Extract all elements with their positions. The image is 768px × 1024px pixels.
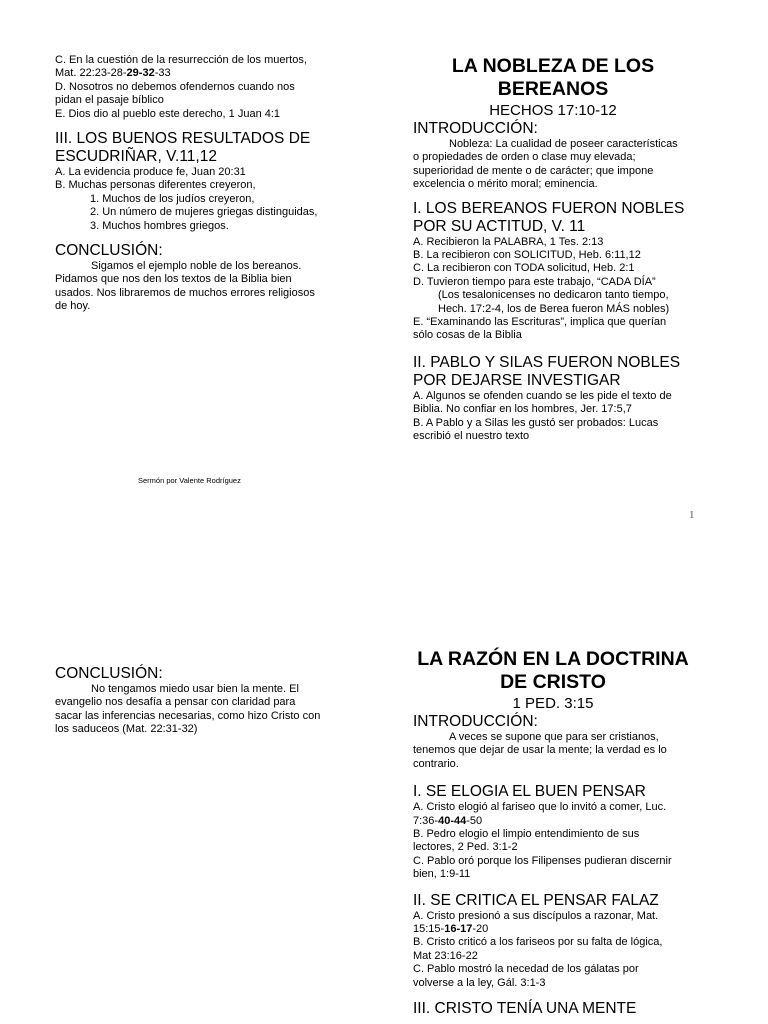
outline-item-reference: 7:36-40-44-50	[413, 814, 483, 827]
conclusion-text: evangelio nos desafía a pensar con claridad para	[55, 696, 296, 709]
outline-item: B. Cristo criticó a los fariseos por su falta de lógica,	[413, 936, 663, 949]
outline-item: B. Pedro elogio el limpio entendimiento de sus	[413, 828, 640, 841]
outline-item: B. La recibieron con SOLICITUD, Heb. 6:11,12	[413, 249, 641, 262]
outline-item-reference: Mat. 22:23-28-29-32-33	[55, 67, 171, 80]
conclusion-text: Sigamos el ejemplo noble de los bereanos.	[91, 260, 302, 273]
outline-item: Mat 23:16-22	[413, 949, 478, 962]
section-heading: III. LOS BUENOS RESULTADOS DE ESCUDRIÑAR, V.11,12	[55, 130, 311, 166]
introduction-text: tenemos que dejar de usar la mente; la verdad es lo	[413, 744, 667, 757]
sermon-title: LA RAZÓN EN LA DOCTRINA DE CRISTO	[417, 648, 689, 693]
conclusion-text: usados. Nos libraremos de muchos errores religiosos	[55, 286, 315, 299]
outline-item: E. Dios dio al pueblo este derecho, 1 Juan 4:1	[55, 107, 281, 120]
conclusion-text: de hoy.	[55, 300, 91, 313]
page-number: 1	[689, 509, 695, 521]
sermon-credit: Sermón por Valente Rodríguez	[138, 476, 241, 485]
outline-subitem: Hech. 17:2-4, los de Berea fueron MÁS nobles)	[438, 302, 670, 315]
outline-item: Biblia. No confiar en los hombres, Jer. 17:5,7	[413, 403, 632, 416]
outline-item: volverse a la ley, Gál. 3:1-3	[413, 976, 546, 989]
outline-item: E. “Examinando las Escrituras”, implica que querían	[413, 316, 667, 329]
conclusion-heading: CONCLUSIÓN:	[55, 665, 163, 682]
conclusion-text: sacar las inferencias necesarias, como hizo Cristo con	[55, 709, 321, 722]
scripture-reference: HECHOS 17:10-12	[489, 102, 617, 119]
page2-right-column	[413, 648, 693, 1018]
introduction-text: superioridad de mente o de carácter; que impone	[413, 164, 654, 177]
conclusion-text: los saduceos (Mat. 22:31-32)	[55, 723, 198, 736]
outline-item: C. Pablo mostró la necedad de los gálatas por	[413, 963, 639, 976]
outline-item: escribió el nuestro texto	[413, 430, 530, 443]
outline-item: A. Cristo presionó a sus discípulos a razonar, Mat.	[413, 909, 659, 922]
outline-item: C. La recibieron con TODA solicitud, Heb. 2:1	[413, 262, 635, 275]
outline-item: A. Cristo elogió al fariseo que lo invitó a comer, Luc.	[413, 801, 667, 814]
outline-item: D. Tuvieron tiempo para este trabajo, “CADA DÍA”	[413, 275, 656, 288]
outline-item: A. Algunos se ofenden cuando se les pide el texto de	[413, 389, 672, 402]
sermon-title: LA NOBLEZA DE LOS BEREANOS	[451, 55, 655, 100]
conclusion-heading: CONCLUSIÓN:	[55, 242, 163, 260]
section-heading: III. CRISTO TENÍA UNA MENTE	[413, 1000, 637, 1018]
outline-item: bien, 1:9-11	[413, 868, 471, 881]
introduction-text: A veces se supone que para ser cristianos,	[449, 731, 659, 743]
outline-item: A. Recibieron la PALABRA, 1 Tes. 2:13	[413, 235, 604, 248]
outline-item: sólo cosas de la Biblia	[413, 329, 522, 342]
outline-subitem: 2. Un número de mujeres griegas distinguidas,	[90, 206, 318, 219]
conclusion-text: No tengamos miedo usar bien la mente. El	[91, 683, 299, 695]
page1-right-column	[413, 55, 693, 444]
introduction-heading: INTRODUCCIÓN:	[413, 713, 538, 730]
page1-left-column	[55, 54, 345, 314]
outline-item: B. A Pablo y a Silas les gustó ser probados: Lucas	[413, 416, 659, 429]
outline-subitem: 1. Muchos de los judíos creyeron,	[90, 192, 255, 205]
section-heading: I. LOS BEREANOS FUERON NOBLES POR SU ACTITUD, V. 11	[413, 199, 685, 235]
section-heading: I. SE ELOGIA EL BUEN PENSAR	[413, 783, 646, 801]
introduction-heading: INTRODUCCIÓN:	[413, 120, 538, 137]
outline-item-reference: 15:15-16-17-20	[413, 923, 489, 936]
outline-item: pidan el pasaje bíblico	[55, 94, 164, 107]
introduction-text: contrario.	[413, 757, 459, 770]
page2-left-column	[55, 665, 345, 737]
outline-item: D. Nosotros no debemos ofendernos cuando nos	[55, 80, 295, 93]
conclusion-text: Pidamos que nos den los textos de la Biblia bien	[55, 273, 292, 286]
outline-item: C. Pablo oró porque los Filipenses pudieran discernir	[413, 854, 672, 867]
outline-subitem: 3. Muchos hombres griegos.	[90, 219, 229, 232]
outline-item: C. En la cuestión de la resurrección de los muertos,	[55, 54, 307, 66]
scripture-reference: 1 PED. 3:15	[512, 695, 594, 712]
introduction-text: o propiedades de orden o clase muy elevada;	[413, 151, 636, 164]
outline-subitem: (Los tesalonicenses no dedicaron tanto tiempo,	[438, 289, 669, 302]
outline-item: A. La evidencia produce fe, Juan 20:31	[55, 166, 246, 179]
outline-item: lectores, 2 Ped. 3:1-2	[413, 841, 518, 854]
section-heading: II. PABLO Y SILAS FUERON NOBLES POR DEJARSE INVESTIGAR	[413, 353, 681, 389]
outline-item: B. Muchas personas diferentes creyeron,	[55, 179, 256, 192]
section-heading: II. SE CRITICA EL PENSAR FALAZ	[413, 891, 659, 909]
introduction-text: excelencia o mérito moral; eminencia.	[413, 178, 598, 191]
introduction-text: Nobleza: La cualidad de poseer características	[449, 138, 678, 150]
